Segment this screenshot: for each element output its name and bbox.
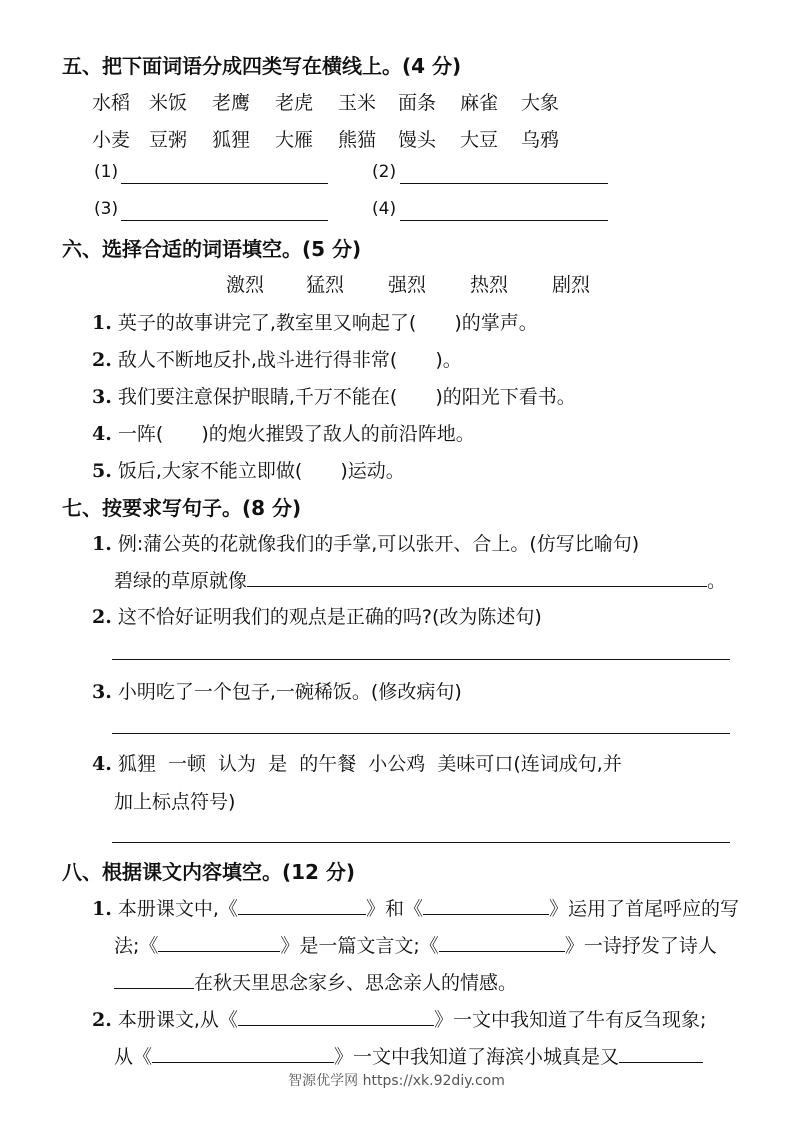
answer-line[interactable] <box>121 220 328 221</box>
item-text: 》一文中我知道了牛有反刍现象; <box>433 1009 707 1031</box>
q7-1-answer <box>114 566 726 593</box>
answer-blank[interactable] <box>152 1044 334 1063</box>
answer-line[interactable] <box>112 842 730 843</box>
section-8-title: 八、根据课文内容填空。(12 分) <box>62 860 356 884</box>
item-text: )的炮火摧毁了敌人的前沿阵地。 <box>201 423 475 445</box>
item-text: )的阳光下看书。 <box>435 386 576 408</box>
fill-item-4 <box>92 419 475 446</box>
word: 豆粥 <box>149 129 188 151</box>
item-number: 4. <box>92 753 112 775</box>
item-text: )的掌声。 <box>454 312 538 334</box>
answer-blank[interactable] <box>158 933 280 952</box>
item-text: 例:蒲公英的花就像我们的手掌,可以张开、合上。(仿写比喻句) <box>117 533 640 555</box>
q7-2 <box>92 602 542 629</box>
fill-item-5 <box>92 456 405 483</box>
answer-blank[interactable] <box>114 970 194 989</box>
item-number: 2. <box>92 606 112 628</box>
footer-watermark: 智源优学网 https://xk.92diy.com <box>288 1073 505 1089</box>
item-text: 》是一篇文言文;《 <box>280 935 439 957</box>
item-text: 英子的故事讲完了,教室里又响起了( <box>117 312 417 334</box>
q8-1-line1 <box>92 894 739 921</box>
word: 老虎 <box>275 92 314 114</box>
option-word: 激烈 <box>226 274 265 296</box>
q8-2-line1 <box>92 1005 706 1032</box>
word: 大雁 <box>275 129 314 151</box>
category-label-2: (2) <box>372 162 397 182</box>
item-text: 碧绿的草原就像 <box>114 570 248 592</box>
category-label-3: (3) <box>94 199 119 219</box>
q8-1-line2 <box>114 931 717 958</box>
word: 水稻 <box>92 92 131 114</box>
section-6-title: 六、选择合适的词语填空。(5 分) <box>62 237 362 261</box>
item-number: 5. <box>92 460 112 482</box>
word: 麻雀 <box>460 92 499 114</box>
answer-blank[interactable] <box>238 896 366 915</box>
item-number: 2. <box>92 1009 112 1031</box>
item-text: 》一文中我知道了海滨小城真是又 <box>334 1046 620 1068</box>
q7-4 <box>92 749 622 776</box>
item-text: 从《 <box>114 1046 153 1068</box>
word: 馒头 <box>398 129 437 151</box>
q7-3 <box>92 677 462 704</box>
item-text: 》一诗抒发了诗人 <box>564 935 717 957</box>
section-7-title: 七、按要求写句子。(8 分) <box>62 496 302 520</box>
answer-line[interactable] <box>400 183 608 184</box>
item-text: 法;《 <box>114 935 159 957</box>
answer-line[interactable] <box>112 659 730 660</box>
q7-4-cont: 加上标点符号) <box>114 791 236 813</box>
item-text: 在秋天里思念家乡、思念亲人的情感。 <box>194 972 518 994</box>
answer-line[interactable] <box>400 220 608 221</box>
option-word: 强烈 <box>388 274 427 296</box>
option-word: 热烈 <box>470 274 509 296</box>
item-number: 3. <box>92 386 112 408</box>
word: 大豆 <box>460 129 499 151</box>
word-row-1 <box>92 88 559 115</box>
item-text: 本册课文,从《 <box>117 1009 238 1031</box>
category-label-4: (4) <box>372 199 397 219</box>
item-text: )运动。 <box>340 460 405 482</box>
q8-2-line2 <box>114 1042 703 1069</box>
item-text: 》运用了首尾呼应的写 <box>548 898 739 920</box>
word: 面条 <box>398 92 437 114</box>
answer-line[interactable] <box>112 733 730 734</box>
option-words <box>226 270 590 297</box>
category-label-1: (1) <box>94 162 119 182</box>
item-text: 狐狸 一顿 认为 是 的午餐 小公鸡 美味可口(连词成句,并 <box>117 753 622 775</box>
word-row-2 <box>92 125 559 152</box>
word: 小麦 <box>92 129 131 151</box>
item-number: 2. <box>92 349 112 371</box>
word: 大象 <box>521 92 560 114</box>
q7-1 <box>92 529 639 556</box>
section-5-title: 五、把下面词语分成四类写在横线上。(4 分) <box>62 54 462 78</box>
answer-blank[interactable] <box>439 933 565 952</box>
answer-blank[interactable] <box>247 568 707 587</box>
word: 乌鸦 <box>521 129 560 151</box>
word: 狐狸 <box>212 129 251 151</box>
q8-1-line3 <box>114 968 517 995</box>
item-text: 我们要注意保护眼睛,千万不能在( <box>117 386 398 408</box>
item-text: 敌人不断地反扑,战斗进行得非常( <box>117 349 398 371</box>
item-number: 1. <box>92 898 112 920</box>
item-text: 本册课文中,《 <box>117 898 238 920</box>
item-number: 3. <box>92 681 112 703</box>
answer-blank[interactable] <box>423 896 549 915</box>
item-text: 》和《 <box>365 898 423 920</box>
item-number: 4. <box>92 423 112 445</box>
fill-item-3 <box>92 382 576 409</box>
item-text: 。 <box>707 570 727 592</box>
word: 米饭 <box>149 92 188 114</box>
item-text: 饭后,大家不能立即做( <box>117 460 303 482</box>
word: 玉米 <box>338 92 377 114</box>
item-text: )。 <box>435 349 462 371</box>
item-text: 小明吃了一个包子,一碗稀饭。(修改病句) <box>117 681 462 703</box>
answer-line[interactable] <box>121 183 328 184</box>
item-number: 1. <box>92 533 112 555</box>
item-number: 1. <box>92 312 112 334</box>
fill-item-2 <box>92 345 462 372</box>
item-text: 一阵( <box>117 423 164 445</box>
answer-blank[interactable] <box>619 1044 703 1063</box>
word: 老鹰 <box>212 92 251 114</box>
option-word: 剧烈 <box>552 274 591 296</box>
fill-item-1 <box>92 308 538 335</box>
item-text: 这不恰好证明我们的观点是正确的吗?(改为陈述句) <box>117 606 542 628</box>
answer-blank[interactable] <box>238 1007 434 1026</box>
word: 熊猫 <box>338 129 377 151</box>
option-word: 猛烈 <box>306 274 345 296</box>
